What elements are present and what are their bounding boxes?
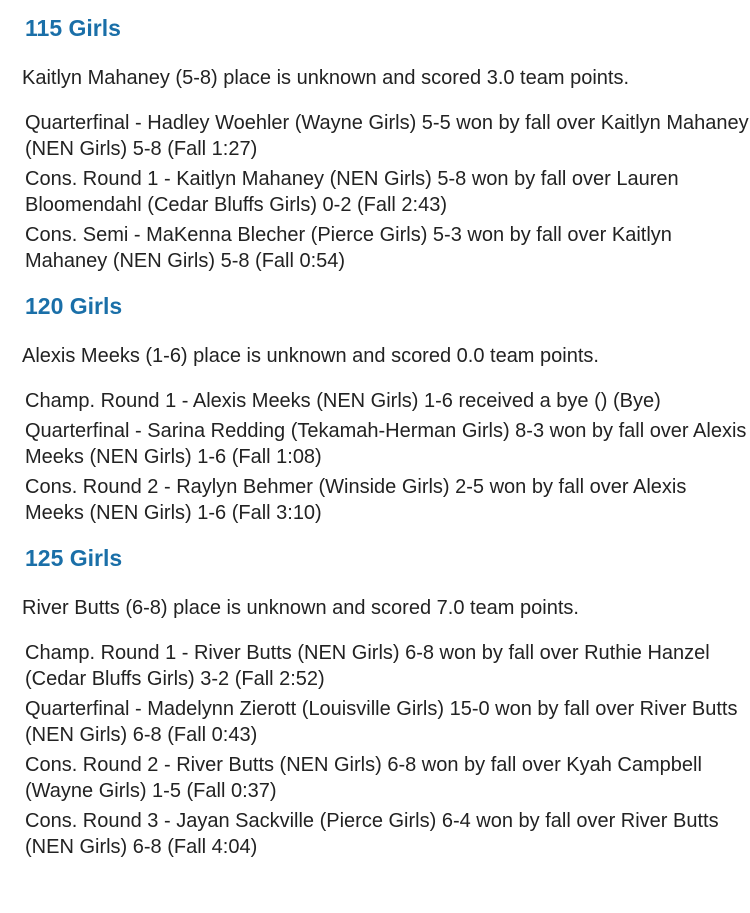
weight-class-heading: 115 Girls: [25, 15, 121, 41]
match-result: Quarterfinal - Madelynn Zierott (Louisville Girls) 15-0 won by fall over River Butts (NEN Girls) 6-8 (Fall 0:43): [25, 698, 738, 746]
weight-class-125: [0, 530, 750, 860]
wrestler-summary: Kaitlyn Mahaney (5-8) place is unknown and scored 3.0 team points.: [22, 67, 630, 89]
weight-class-heading: 120 Girls: [25, 293, 123, 319]
match-result: Cons. Round 2 - River Butts (NEN Girls) 6-8 won by fall over Kyah Campbell (Wayne Girls) 1-5 (Fall 0:37): [25, 754, 702, 802]
match-result: Cons. Round 3 - Jayan Sackville (Pierce Girls) 6-4 won by fall over River Butts (NEN Girls) 6-8 (Fall 4:04): [25, 810, 719, 858]
match-result: Cons. Semi - MaKenna Blecher (Pierce Girls) 5-3 won by fall over Kaitlyn Mahaney (NEN Girls) 5-8 (Fall 0:54): [25, 224, 672, 272]
wrestler-summary: River Butts (6-8) place is unknown and scored 7.0 team points.: [22, 597, 579, 619]
weight-class-heading: 125 Girls: [25, 545, 123, 571]
match-result: Quarterfinal - Hadley Woehler (Wayne Girls) 5-5 won by fall over Kaitlyn Mahaney (NEN Girls) 5-8 (Fall 1:27): [25, 112, 749, 160]
match-result: Champ. Round 1 - Alexis Meeks (NEN Girls) 1-6 received a bye () (Bye): [25, 390, 661, 412]
match-result: Cons. Round 2 - Raylyn Behmer (Winside Girls) 2-5 won by fall over Alexis Meeks (NEN Girls) 1-6 (Fall 3:10): [25, 476, 687, 524]
match-list: [25, 640, 750, 860]
weight-class-115: [0, 0, 750, 274]
weight-class-120: [0, 278, 750, 526]
match-list: [25, 110, 750, 274]
match-result: Cons. Round 1 - Kaitlyn Mahaney (NEN Girls) 5-8 won by fall over Lauren Bloomendahl (Cedar Bluffs Girls) 0-2 (Fall 2:43): [25, 168, 679, 216]
match-list: [25, 388, 750, 526]
match-result: Quarterfinal - Sarina Redding (Tekamah-Herman Girls) 8-3 won by fall over Alexis Meeks (NEN Girls) 1-6 (Fall 1:08): [25, 420, 747, 468]
wrestler-summary: Alexis Meeks (1-6) place is unknown and scored 0.0 team points.: [22, 345, 599, 367]
match-result: Champ. Round 1 - River Butts (NEN Girls) 6-8 won by fall over Ruthie Hanzel (Cedar Bluffs Girls) 3-2 (Fall 2:52): [25, 642, 710, 690]
